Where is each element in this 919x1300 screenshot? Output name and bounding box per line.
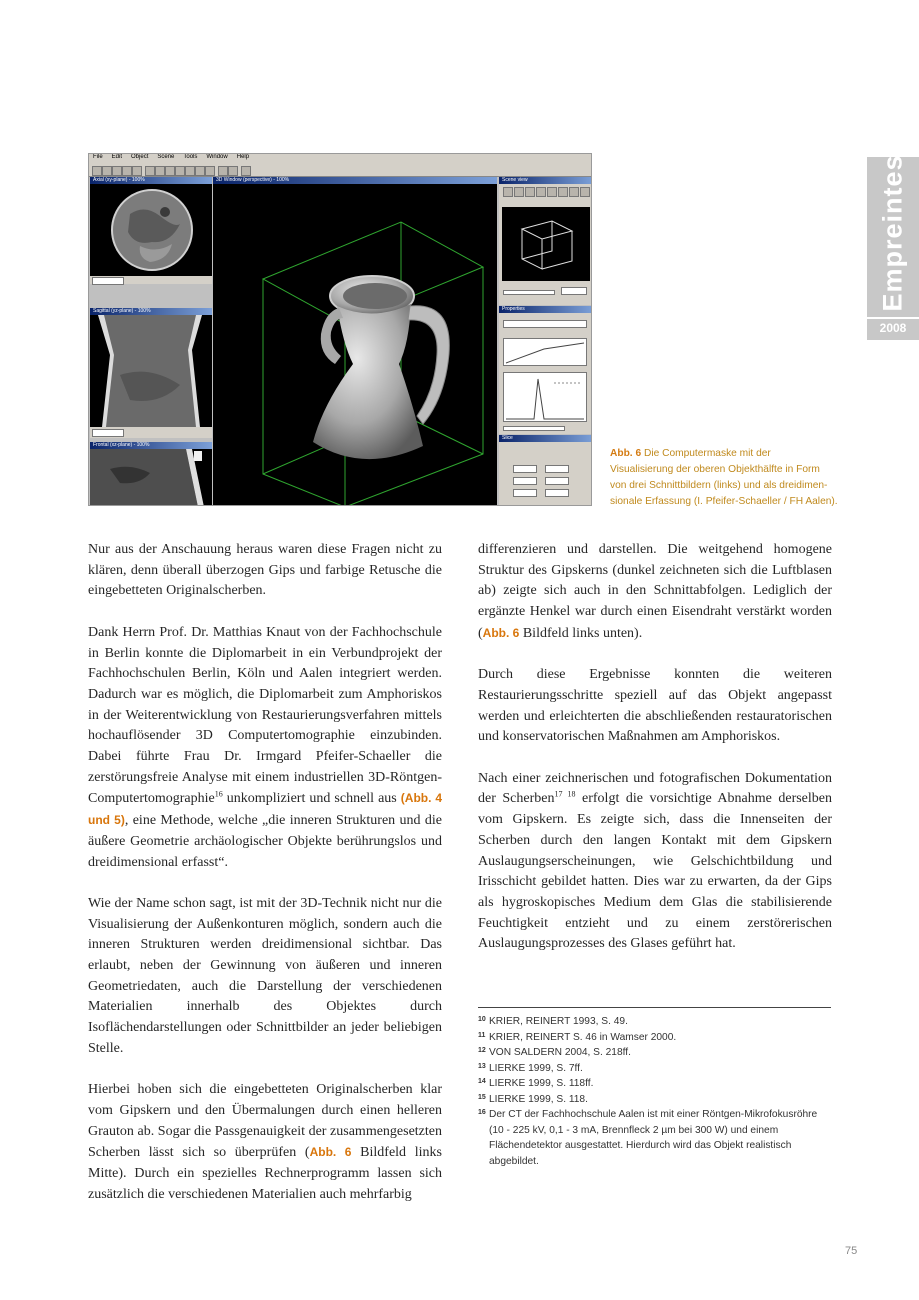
- caption-line: sionale Erfassung (I. Pfeifer-Schaeller / FH Aalen).: [610, 496, 838, 507]
- paragraph-text: Hierbei hoben sich die eingebetteten Originalscherben klar vom Gipskern und den Übermalungen durch einen helleren Grauton ab. Sogar die Passgenauigkeit der zusammengesetzten Scherben lässt sich so überprüfen: [88, 1082, 442, 1161]
- figure-reference: Abb. 6: [482, 625, 520, 640]
- panel-titlebar: Sagittal (yz-plane) - 100%: [90, 308, 212, 315]
- toolbar-button-icon: [92, 166, 102, 176]
- footnote-text: Der CT der Fachhochschule Aalen ist mit einer Röntgen-Mikrofokusröhre (10 - 225 kV, 0,1 - 3 mA, Brennfleck 2 µm bei 300 W) und einem Flächendetektor ausgestattet. Hierdurch wird das Objekt realistisch abgebildet.: [489, 1109, 818, 1167]
- toolbar-button-icon: [218, 166, 228, 176]
- toolbar-button-icon: [145, 166, 155, 176]
- side-tab-title: [868, 154, 918, 312]
- slider-track: [503, 426, 565, 431]
- scene-overview-cube: [502, 207, 590, 281]
- slice-panel-axial: [90, 177, 212, 284]
- body-column-left: [88, 540, 442, 1226]
- tool-icon: [514, 187, 524, 197]
- slice-panel-sagittal: [90, 308, 212, 438]
- paragraph: [88, 1080, 442, 1205]
- footnote-marker: 16: [214, 789, 223, 799]
- slider-value-field: [561, 287, 587, 295]
- panel-titlebar: Axial (xy-plane) - 100%: [90, 177, 212, 184]
- slice-panel-frontal: [90, 442, 212, 506]
- caption-line: Die Computermaske mit der: [641, 448, 771, 459]
- footnote: [478, 1045, 832, 1061]
- tool-icon: [503, 187, 513, 197]
- toolbar-button-icon: [132, 166, 142, 176]
- paragraph-text: , eine Methode, welche „die inneren Strukturen und die äußere Geometrie archäologischer Objekte berührungslos und dreidimensional erfasst“.: [88, 813, 442, 870]
- scene-overview: [502, 207, 590, 281]
- toolbar-button-icon: [102, 166, 112, 176]
- amphoriskos-3d-render: [213, 184, 497, 506]
- paragraph-text: Dank Herrn Prof. Dr. Matthias Knaut von der Fachhochschule in Berlin konnte die Diplomarbeit in ein Verbundprojekt der Fachhochschulen Berlin, Köln und Aalen integriert werden. Dadurch war es möglich, die Diplomarbeit zum Amphoriskos in der Weiterentwicklung von Restaurierungsverfahren mittels hochauflösender 3D Computertomographie einzubinden. Dabei führte Frau Dr. Irmgard Pfeifer-Schaeller die zerstörungsfreie Analyse mit einem industriellen 3D-Röntgen-Computertomographie: [88, 624, 442, 807]
- body-column-right: [478, 540, 832, 976]
- slice-field: [545, 477, 569, 485]
- paragraph: Wie der Name schon sagt, ist mit der 3D-Technik nicht nur die Visualisierung der Außenkonturen möglich, sondern auch die inneren Strukturen werden dreidimensional sichtbar. Das erlaubt, neben der Gewinnung von äußeren und inneren Geometriedaten, auch die Darstellung der verschiedenen Materialien innerhalb des Objektes durch Isoflächendarstellungen oder Schnittbilder an jeder beliebigen Stelle.: [88, 895, 442, 1056]
- footnote-number: 12: [478, 1047, 486, 1054]
- paragraph-text: differenzieren und darstellen. Die weitgehend homogene Struktur des Gipskerns (dunkel zeichneten sich die Luftblasen ab) zeigte sich auch in den Schnittabfolgen. Lediglich der ergänzte Henkel war durch einen Eisendraht verstärkt worden: [478, 542, 832, 620]
- panel-titlebar: Scene view: [499, 177, 592, 184]
- paragraph: [478, 769, 832, 955]
- toolbar-button-icon: [241, 166, 251, 176]
- paragraph-text: erfolgt die vorsichtige Abnahme derselben vom Gipskern. Es zeigte sich, dass die Innenseiten der Scherben durch den langen Kontakt mit dem Gipskern Auslaugungserscheinungen, wie Gelschichtbildung und Irisschicht gebildet hatten. Dies war zu erwarten, da der Gips als hygroskopisches Medium dem Glas die stabilisierende Feuchtigkeit entzieht und zu einem zerstörerischen Auslaugungsprozesses des Glases geführt hat.: [478, 791, 832, 952]
- toolbar-button-icon: [155, 166, 165, 176]
- footnote-text: LIERKE 1999, S. 118ff.: [489, 1078, 594, 1089]
- frontal-slice-image: [90, 449, 212, 506]
- footnote-text: LIERKE 1999, S. 118.: [489, 1093, 588, 1105]
- slice-field: [513, 477, 537, 485]
- footnote: [478, 1061, 832, 1077]
- transfer-function-curve: [504, 373, 586, 421]
- panel-titlebar: Properties: [499, 306, 592, 313]
- figure-menubar: [89, 154, 592, 164]
- axial-slice-view: [90, 184, 212, 276]
- footnote-text: KRIER, REINERT 1993, S. 49.: [489, 1016, 628, 1027]
- sagittal-slice-view: [90, 315, 212, 427]
- footnote-text: LIERKE 1999, S. 7ff.: [489, 1062, 583, 1074]
- footnote-number: 16: [478, 1109, 486, 1116]
- paragraph: Nur aus der Anschauung heraus waren diese Fragen nicht zu klären, denn überall überzogen Gips und farbige Retusche die eingebetteten Originalscherben.: [88, 542, 442, 599]
- paragraph-text: unkompliziert und schnell aus: [222, 791, 401, 807]
- page-number: 75: [845, 1245, 858, 1257]
- menu-item: File: [93, 154, 103, 160]
- menu-item: Tools: [183, 154, 198, 160]
- toolbar-button-icon: [122, 166, 132, 176]
- paragraph-text: Bildfeld links Mitte). Durch ein spezielles Rechnerprogramm lassen sich zusätzlich die verschiedenen Materialien auch mehrfarbig: [88, 1145, 442, 1202]
- slice-field: [513, 465, 537, 473]
- scene-view-panel: [499, 177, 592, 305]
- tool-icon: [525, 187, 535, 197]
- toolbar-button-icon: [205, 166, 215, 176]
- sagittal-slice-image: [90, 315, 212, 427]
- caption-line: von drei Schnittbildern (links) und als dreidimen-: [610, 480, 828, 491]
- panel-titlebar: Slice: [499, 435, 592, 442]
- side-tab-year: 2008: [879, 321, 907, 335]
- toolbar-button-icon: [175, 166, 185, 176]
- toolbar-button-icon: [165, 166, 175, 176]
- side-tab-title-text: Empreintes: [877, 154, 908, 312]
- toolbar-button-icon: [185, 166, 195, 176]
- tool-icon: [536, 187, 546, 197]
- side-tab-divider: [867, 317, 919, 319]
- figure-reference: (Abb. 4 und 5): [88, 791, 442, 828]
- footnote-number: 14: [478, 1078, 486, 1085]
- tool-icon: [547, 187, 557, 197]
- slice-field: [513, 489, 537, 497]
- caption-line: Visualisierung der oberen Objekthälfte in Form: [610, 464, 820, 475]
- figure-screenshot: [88, 153, 592, 506]
- paragraph-text: Bildfeld links unten).: [519, 625, 643, 641]
- menu-item: Help: [236, 154, 250, 160]
- footnote-rule: [478, 1007, 831, 1008]
- paragraph-text: Nach einer zeichnerischen und fotografischen Dokumentation der Scherben: [478, 770, 832, 807]
- footnote-marker: 17 18: [554, 789, 576, 799]
- transfer-function-box: [503, 372, 587, 422]
- slice-position-panel: [499, 435, 592, 506]
- toolbar-button-icon: [228, 166, 238, 176]
- caption-label: Abb. 6: [610, 448, 642, 459]
- toolbar-button-icon: [195, 166, 205, 176]
- frontal-slice-view: [90, 449, 212, 506]
- viewer-3d-canvas: [213, 184, 497, 506]
- slice-field: [92, 429, 124, 437]
- paragraph-text: (: [478, 625, 483, 641]
- footnote-number: 13: [478, 1062, 486, 1070]
- axial-slice-image: [90, 184, 212, 276]
- menu-item: Object: [131, 154, 149, 160]
- menu-item: Edit: [111, 154, 123, 160]
- figure-toolbar: [89, 164, 592, 177]
- paragraph: [478, 540, 832, 645]
- toolbar-button-icon: [112, 166, 122, 176]
- object-selector: [503, 320, 587, 328]
- footnote: [478, 1030, 832, 1046]
- footnote: [478, 1107, 832, 1169]
- panel-titlebar: Frontal (xz-plane) - 100%: [90, 442, 212, 449]
- footnote-number: 15: [478, 1093, 486, 1101]
- figure-caption: [610, 446, 850, 510]
- viewer-3d-window: [213, 177, 497, 506]
- figure-reference: Abb. 6: [309, 1145, 352, 1160]
- slice-field: [545, 465, 569, 473]
- footnote: [478, 1014, 832, 1030]
- menu-item: Scene: [157, 154, 175, 160]
- footnote: [478, 1092, 832, 1108]
- tool-icon: [569, 187, 579, 197]
- footnote-text: VON SALDERN 2004, S. 218ff.: [489, 1047, 631, 1058]
- footnote-number: 10: [478, 1016, 486, 1023]
- menu-item: Window: [206, 154, 228, 160]
- panel-titlebar: 3D Window (perspective) - 100%: [213, 177, 497, 184]
- tool-icon: [580, 187, 590, 197]
- slider-track: [503, 290, 555, 295]
- footnotes: [478, 1014, 832, 1169]
- paragraph-text: (: [304, 1145, 310, 1161]
- histogram-box: [503, 338, 587, 366]
- tool-icon: [558, 187, 568, 197]
- paragraph: Durch diese Ergebnisse konnten die weiteren Restaurierungsschritte speziell auf das Objekt angepasst werden und erleichterten die abschließenden restauratorischen und konservatorischen Maßnahmen am Amphoriskos.: [478, 667, 832, 745]
- footnote: [478, 1076, 832, 1092]
- paragraph: [88, 623, 442, 873]
- histogram-curve: [504, 339, 586, 365]
- properties-panel: [499, 306, 592, 434]
- slice-field: [92, 277, 124, 285]
- footnote-number: 11: [478, 1031, 486, 1039]
- footnote-text: KRIER, REINERT S. 46 in Wamser 2000.: [489, 1031, 677, 1043]
- slice-field: [545, 489, 569, 497]
